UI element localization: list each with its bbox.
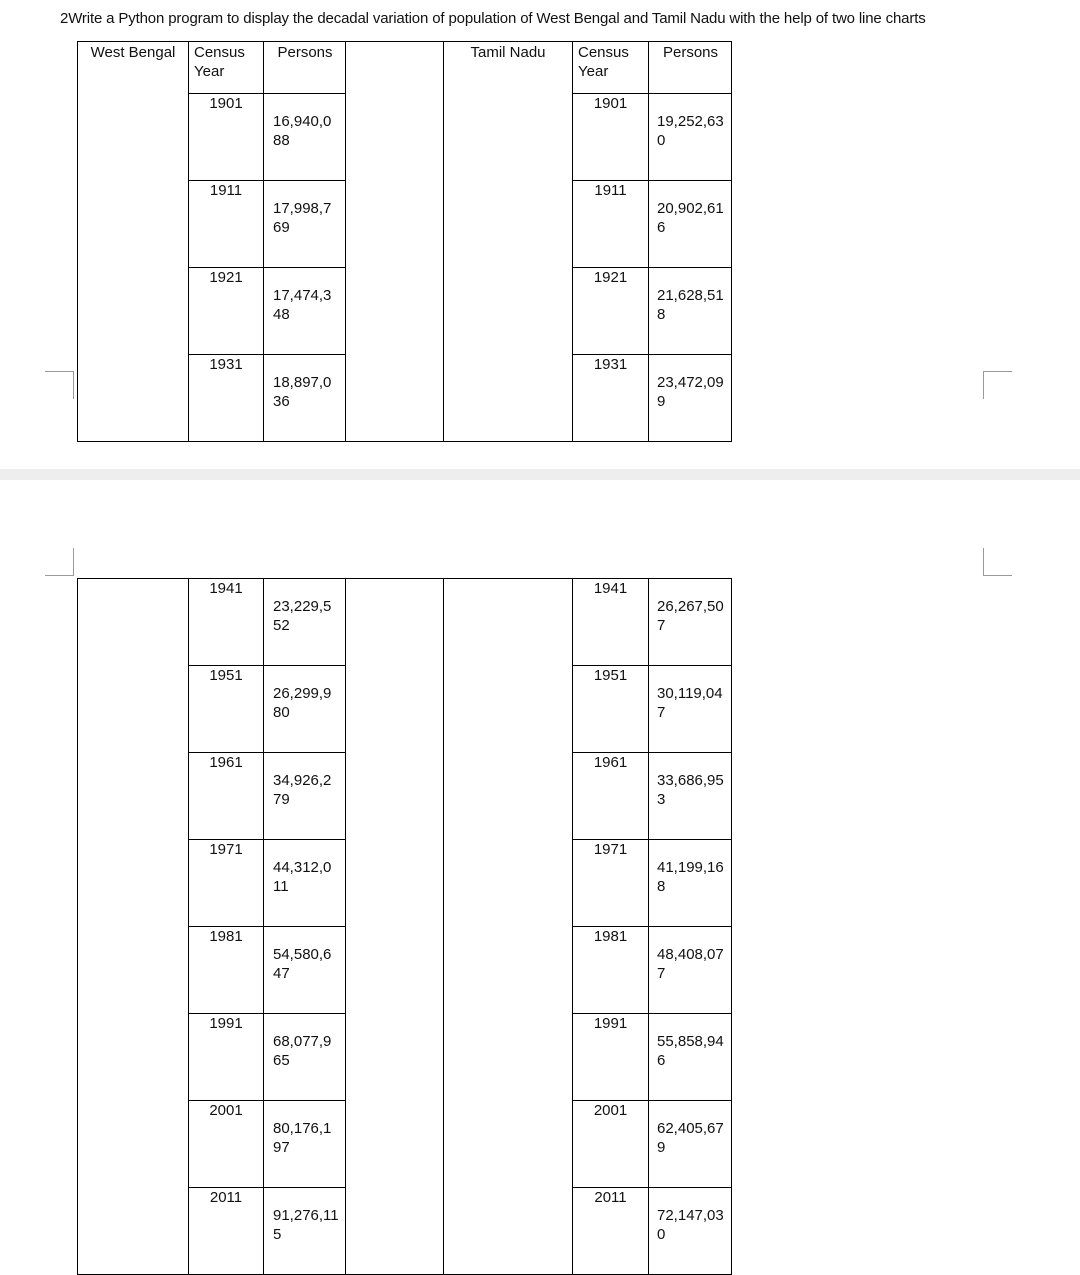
tn-persons-cell: 55,858,946 [649,1014,732,1101]
blank-state-cell [78,579,189,1275]
tn-year-cell: 2001 [573,1101,649,1188]
wb-persons-cell: 18,897,036 [264,355,346,442]
tn-year-cell: 1901 [573,94,649,181]
wb-persons-cell: 80,176,197 [264,1101,346,1188]
wb-year-cell: 1991 [189,1014,264,1101]
wb-persons-cell: 68,077,965 [264,1014,346,1101]
wb-year-cell: 1941 [189,579,264,666]
wb-persons-header: Persons [264,42,346,94]
blank-state-cell [444,579,573,1275]
wb-year-cell: 1951 [189,666,264,753]
tn-year-cell: 1931 [573,355,649,442]
tn-year-cell: 1961 [573,753,649,840]
wb-persons-cell: 17,474,348 [264,268,346,355]
wb-year-cell: 1931 [189,355,264,442]
tn-persons-cell: 19,252,630 [649,94,732,181]
wb-year-cell: 1961 [189,753,264,840]
tn-persons-cell: 48,408,077 [649,927,732,1014]
wb-persons-cell: 44,312,011 [264,840,346,927]
table-header-row [78,42,732,94]
tn-year-cell: 1991 [573,1014,649,1101]
tn-persons-header: Persons [649,42,732,94]
tn-census-year-header: Census Year [573,42,649,94]
tn-persons-cell: 30,119,047 [649,666,732,753]
wb-persons-cell: 34,926,279 [264,753,346,840]
spacer-column [346,42,444,442]
wb-year-cell: 1971 [189,840,264,927]
wb-year-cell: 1921 [189,268,264,355]
wb-year-cell: 1911 [189,181,264,268]
tn-persons-cell: 72,147,030 [649,1188,732,1275]
wb-persons-cell: 26,299,980 [264,666,346,753]
tn-persons-cell: 41,199,168 [649,840,732,927]
tamil-nadu-label: Tamil Nadu [444,42,573,442]
tn-year-cell: 1941 [573,579,649,666]
tn-year-cell: 1981 [573,927,649,1014]
west-bengal-label: West Bengal [78,42,189,442]
spacer-column [346,579,444,1275]
page-break [0,469,1080,480]
tn-year-cell: 1971 [573,840,649,927]
census-table-page-1 [77,41,732,442]
wb-census-year-header: Census Year [189,42,264,94]
tn-persons-cell: 21,628,518 [649,268,732,355]
page-corner-mark [45,548,74,576]
question-text: 2Write a Python program to display the decadal variation of population of West Bengal and Tamil Nadu with the help of two line charts [60,10,926,27]
wb-persons-cell: 23,229,552 [264,579,346,666]
wb-year-cell: 2011 [189,1188,264,1275]
wb-year-cell: 1901 [189,94,264,181]
tn-year-cell: 2011 [573,1188,649,1275]
tn-persons-cell: 26,267,507 [649,579,732,666]
page-corner-mark [983,548,1012,576]
wb-persons-cell: 91,276,115 [264,1188,346,1275]
wb-year-cell: 2001 [189,1101,264,1188]
tn-persons-cell: 23,472,099 [649,355,732,442]
tn-year-cell: 1921 [573,268,649,355]
tn-year-cell: 1911 [573,181,649,268]
tn-persons-cell: 62,405,679 [649,1101,732,1188]
census-table-page-2 [77,578,732,1275]
wb-persons-cell: 54,580,647 [264,927,346,1014]
tn-year-cell: 1951 [573,666,649,753]
page-corner-mark [983,371,1012,399]
wb-year-cell: 1981 [189,927,264,1014]
tn-persons-cell: 20,902,616 [649,181,732,268]
wb-persons-cell: 17,998,769 [264,181,346,268]
tn-persons-cell: 33,686,953 [649,753,732,840]
wb-persons-cell: 16,940,088 [264,94,346,181]
page-corner-mark [45,371,74,399]
table-row [78,579,732,666]
